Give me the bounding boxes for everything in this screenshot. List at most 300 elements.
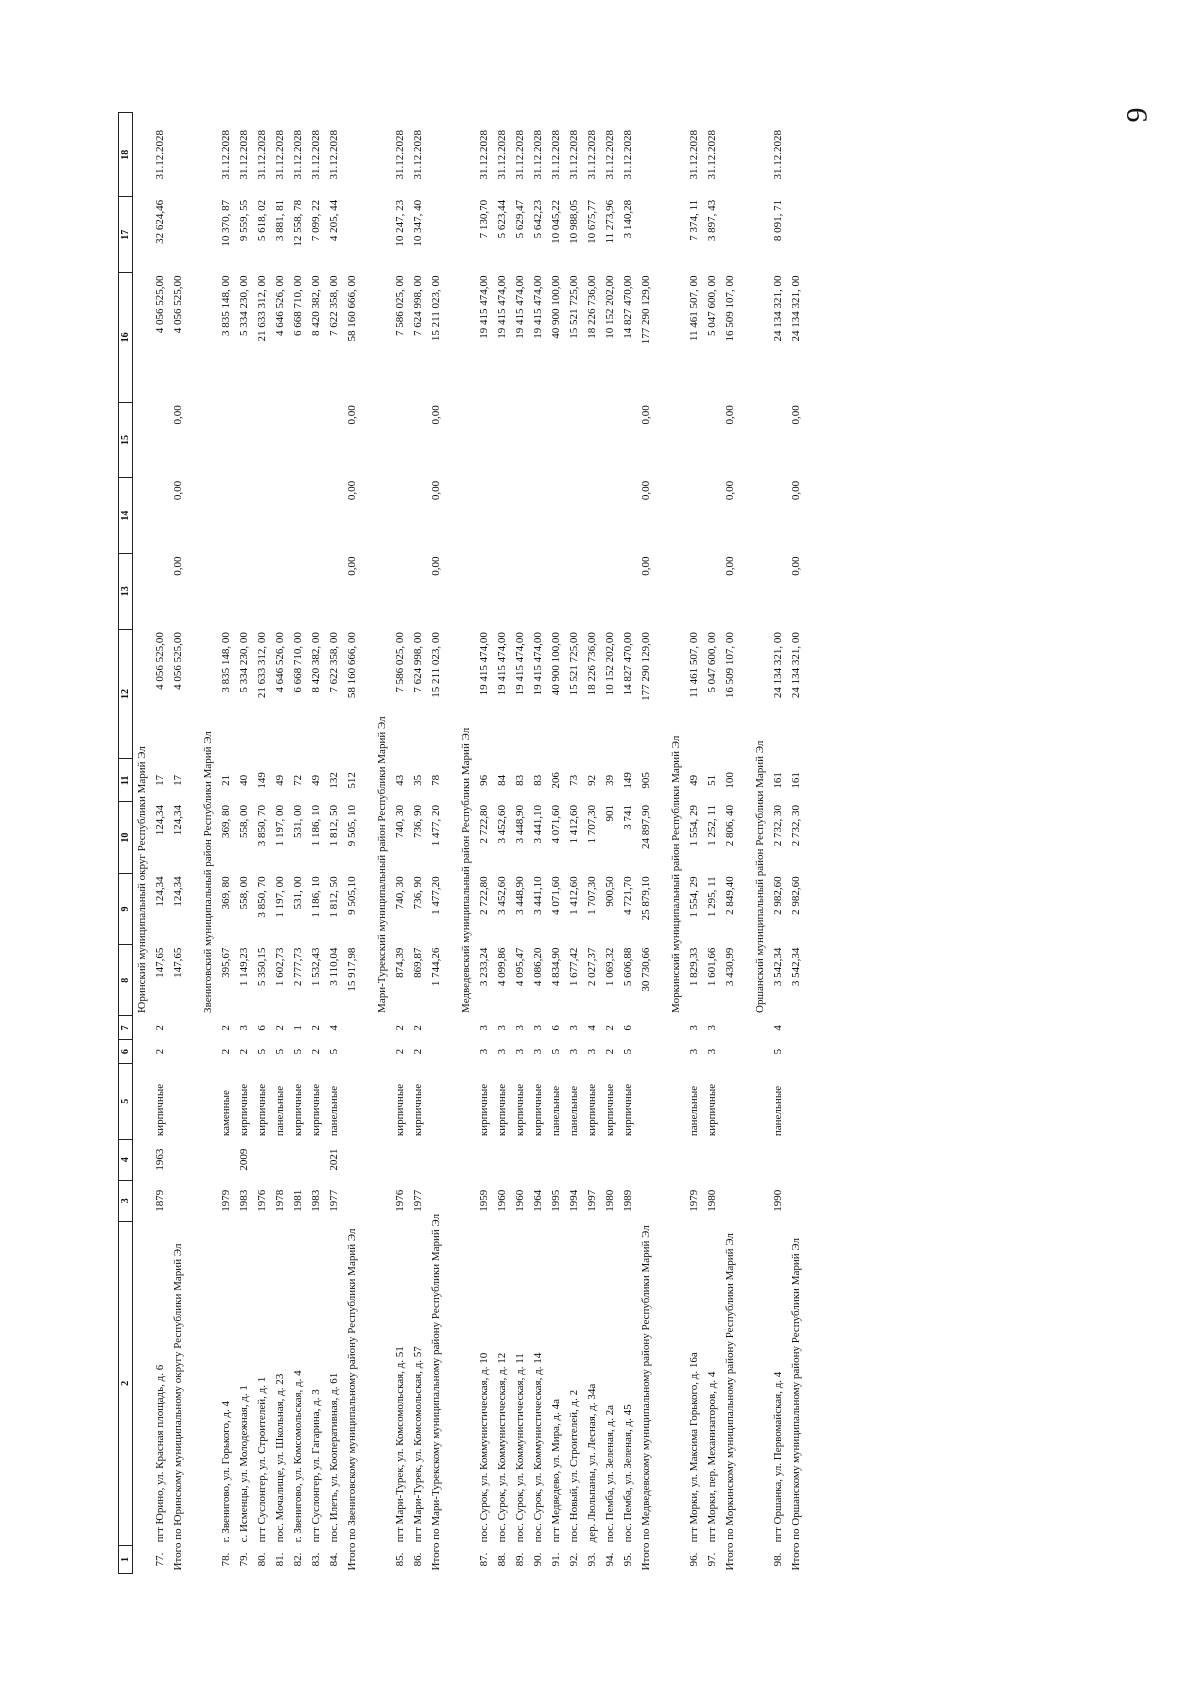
region-header-row — [751, 113, 769, 1574]
building-cell-col7: 3 — [532, 1025, 544, 1031]
subtotal-cell-col9: 1 477,20 — [430, 876, 442, 915]
building-cell-col14 — [547, 478, 565, 554]
building-cell-col16: 14 827 470,00 — [622, 275, 634, 339]
building-cell-col16: 4 646 526, 00 — [274, 275, 286, 337]
building-cell-col16: 19 415 474,00 — [478, 275, 490, 339]
building-cell-col16: 8 420 382, 00 — [310, 275, 322, 337]
building-cell-col5: кирпичные — [532, 1083, 544, 1137]
region-title: Юринский муниципальный округ Республики Марий Эл — [136, 746, 148, 1013]
building-row — [547, 113, 565, 1574]
subtotal-cell-col17 — [169, 197, 187, 273]
building-cell-col17: 8 091, 71 — [772, 199, 784, 242]
building-cell-col4: 1963 — [154, 1148, 166, 1171]
building-cell-col16: 15 521 725,00 — [568, 275, 580, 339]
subtotal-cell-col8: 147,65 — [172, 947, 184, 978]
building-cell-col11: 149 — [256, 772, 268, 789]
region-header-row — [373, 113, 391, 1574]
building-cell-col2: пос. Мочалище, ул. Школьная, д. 23 — [274, 1373, 286, 1543]
building-cell-col13 — [493, 553, 511, 629]
subtotal-cell-col16: 16 509 107, 00 — [724, 275, 736, 342]
building-cell-col9: 1 197, 00 — [274, 876, 286, 918]
building-row — [217, 113, 235, 1574]
building-cell-col7: 2 — [394, 1025, 406, 1031]
building-cell-col16: 21 633 312, 00 — [256, 275, 268, 342]
building-cell-col16: 40 900 100,00 — [550, 275, 562, 339]
subtotal-cell-col8: 3 430,99 — [724, 947, 736, 987]
building-cell-col7: 3 — [496, 1025, 508, 1031]
subtotal-cell-col12: 15 211 023, 00 — [430, 632, 442, 698]
building-cell-col11: 72 — [292, 774, 304, 786]
building-cell-col10: 558, 00 — [238, 805, 250, 838]
region-title: Мари-Турекский муниципальный район Республики Марий Эл — [376, 716, 388, 1013]
region-title: Оршанский муниципальный район Республики Марий Эл — [754, 740, 766, 1013]
building-cell-col17: 10 675,77 — [586, 199, 598, 244]
building-cell-col13 — [253, 553, 271, 629]
subtotal-row — [637, 113, 655, 1574]
building-cell-col5: кирпичные — [238, 1083, 250, 1137]
building-cell-col15 — [493, 402, 511, 478]
building-cell-col4 — [253, 1139, 271, 1180]
subtotal-cell-col18 — [721, 113, 739, 197]
subtotal-cell-col13: 0,00 — [724, 556, 736, 576]
building-cell-col18: 31.12.2028 — [532, 129, 544, 180]
building-cell-col8: 147,65 — [154, 947, 166, 978]
building-cell-col2: пгт Суслонгер, ул. Гагарина, д. 3 — [310, 1389, 322, 1543]
building-cell-col2: г. Звенигово, ул. Горького, д. 4 — [220, 1400, 232, 1543]
region-pad — [751, 1016, 769, 1574]
subtotal-cell-col14: 0,00 — [724, 480, 736, 501]
building-cell-col11: 92 — [586, 774, 598, 786]
building-cell-col6: 2 — [154, 1048, 166, 1055]
building-cell-col3: 1980 — [604, 1189, 616, 1212]
subtotal-cell-col11: 512 — [346, 772, 358, 789]
building-cell-col1: 81. — [274, 1552, 286, 1567]
building-cell-col10: 2 732, 30 — [772, 805, 784, 847]
building-cell-col8: 1 829,33 — [688, 947, 700, 987]
subtotal-row — [787, 113, 805, 1574]
column-header-11: 11 — [119, 759, 133, 802]
building-row — [601, 113, 619, 1574]
building-cell-col1: 82. — [292, 1552, 304, 1567]
building-cell-col3: 1989 — [622, 1189, 634, 1212]
building-cell-col1: 79. — [238, 1552, 250, 1567]
building-cell-col18: 31.12.2028 — [604, 129, 616, 180]
building-cell-col15 — [619, 402, 637, 478]
building-cell-col12: 6 668 710, 00 — [292, 632, 304, 693]
building-cell-col7: 2 — [154, 1025, 166, 1031]
building-cell-col5: кирпичные — [292, 1083, 304, 1137]
subtotal-cell-col17 — [427, 197, 445, 273]
building-cell-col7: 6 — [550, 1025, 562, 1031]
building-cell-col3: 1960 — [496, 1189, 508, 1212]
building-cell-col13 — [151, 553, 169, 629]
building-cell-col7: 3 — [238, 1025, 250, 1031]
building-cell-col9: 1 186, 10 — [310, 876, 322, 918]
building-cell-col12: 14 827 470,00 — [622, 632, 634, 696]
building-cell-col14 — [307, 478, 325, 554]
building-cell-col13 — [547, 553, 565, 629]
building-cell-col1: 87. — [478, 1552, 490, 1567]
building-cell-col3: 1979 — [220, 1189, 232, 1212]
building-cell-col10: 736, 90 — [412, 805, 424, 838]
building-row — [289, 113, 307, 1574]
building-cell-col2: дер. Люльпаны, ул. Лесная, д. 34а — [586, 1383, 598, 1543]
building-cell-col1: 96. — [688, 1552, 700, 1567]
column-header-4: 4 — [119, 1139, 133, 1180]
building-row — [493, 113, 511, 1574]
building-cell-col1: 93. — [586, 1552, 598, 1567]
building-cell-col4 — [547, 1139, 565, 1180]
building-cell-col11: 83 — [514, 774, 526, 786]
building-cell-col18: 31.12.2028 — [496, 129, 508, 180]
building-cell-col3: 1990 — [772, 1189, 784, 1212]
building-row — [529, 113, 547, 1574]
building-cell-col9: 3 441,10 — [532, 876, 544, 915]
building-cell-col2: пгт Мари-Турек, ул. Комсомольская, д. 57 — [412, 1346, 424, 1543]
subtotal-cell-col9: 2 849,40 — [724, 876, 736, 915]
building-cell-col12: 5 047 600, 00 — [706, 632, 718, 693]
building-row — [325, 113, 343, 1574]
building-cell-col15 — [253, 402, 271, 478]
building-cell-col9: 3 452,60 — [496, 876, 508, 915]
subtotal-label: Итого по Мари-Турекскому муниципальному району Республики Марий Эл — [430, 1213, 442, 1571]
building-row — [685, 113, 703, 1574]
building-cell-col3: 1960 — [514, 1189, 526, 1212]
building-cell-col17: 3 881, 81 — [274, 199, 286, 242]
building-cell-col1: 80. — [256, 1552, 268, 1567]
building-cell-col3: 1983 — [238, 1189, 250, 1212]
subtotal-cell-col9: 124,34 — [172, 876, 184, 907]
building-cell-col9: 558, 00 — [238, 876, 250, 910]
building-cell-col13 — [601, 553, 619, 629]
building-cell-col6: 2 — [238, 1048, 250, 1055]
building-cell-col2: пос. Новый, ул. Строителей, д. 2 — [568, 1389, 580, 1543]
spacer-cell — [739, 113, 751, 1574]
building-cell-col12: 19 415 474,00 — [496, 632, 508, 696]
subtotal-cell-col17 — [343, 197, 361, 273]
subtotal-cell-col13: 0,00 — [430, 556, 442, 576]
building-cell-col8: 3 110,04 — [328, 947, 340, 986]
building-cell-col18: 31.12.2028 — [328, 129, 340, 180]
building-cell-col8: 2 777,73 — [292, 947, 304, 987]
building-cell-col1: 77. — [154, 1552, 166, 1567]
building-cell-col2: пгт Оршанка, ул. Первомайская, д. 4 — [772, 1371, 784, 1543]
subtotal-cell-col13: 0,00 — [346, 556, 358, 576]
building-cell-col6: 2 — [412, 1048, 424, 1055]
building-cell-col3: 1980 — [706, 1189, 718, 1212]
building-cell-col13 — [325, 553, 343, 629]
building-cell-col2: пгт Мари-Турек, ул. Комсомольская, д. 51 — [394, 1346, 406, 1543]
subtotal-cell-col8: 3 542,34 — [790, 947, 802, 987]
column-number-header — [119, 113, 133, 1574]
building-cell-col1: 78. — [220, 1552, 232, 1567]
building-cell-col14 — [565, 478, 583, 554]
building-row — [151, 113, 169, 1574]
building-cell-col5: каменные — [220, 1090, 232, 1137]
building-cell-col15 — [529, 402, 547, 478]
building-cell-col12: 19 415 474,00 — [514, 632, 526, 696]
building-cell-col2: пос. Сурок, ул. Коммунистическая, д. 11 — [514, 1353, 526, 1543]
building-cell-col12: 3 835 148, 00 — [220, 632, 232, 693]
column-header-2: 2 — [119, 1221, 133, 1545]
building-cell-col18: 31.12.2028 — [772, 129, 784, 180]
building-cell-col5: панельные — [274, 1085, 286, 1137]
building-cell-col9: 1 412,60 — [568, 876, 580, 915]
building-cell-col18: 31.12.2028 — [310, 129, 322, 180]
subtotal-cell-col10: 9 505, 10 — [346, 805, 358, 847]
building-cell-col18: 31.12.2028 — [412, 129, 424, 180]
column-header-16: 16 — [119, 273, 133, 403]
region-pad — [667, 1016, 685, 1574]
building-cell-col12: 7 622 358, 00 — [328, 632, 340, 693]
building-cell-col13 — [475, 553, 493, 629]
building-cell-col8: 5 606,88 — [622, 947, 634, 987]
building-cell-col5: кирпичные — [256, 1083, 268, 1137]
building-cell-col6: 3 — [688, 1048, 700, 1055]
building-cell-col14 — [583, 478, 601, 554]
building-cell-col14 — [151, 478, 169, 554]
building-cell-col13 — [217, 553, 235, 629]
building-cell-col11: 39 — [604, 774, 616, 786]
subtotal-cell-col16: 4 056 525,00 — [172, 275, 184, 334]
building-cell-col2: пгт Юрино, ул. Красная площадь, д. 6 — [154, 1364, 166, 1543]
subtotal-cell-col14: 0,00 — [640, 480, 652, 501]
building-cell-col1: 95. — [622, 1552, 634, 1567]
building-cell-col12: 8 420 382, 00 — [310, 632, 322, 693]
building-cell-col13 — [409, 553, 427, 629]
building-cell-col5: панельные — [550, 1085, 562, 1137]
building-cell-col10: 1 412,60 — [568, 805, 580, 844]
subtotal-cell-col9: 9 505,10 — [346, 876, 358, 915]
building-cell-col16: 7 586 025, 00 — [394, 275, 406, 337]
building-cell-col4 — [307, 1139, 325, 1180]
building-cell-col15 — [583, 402, 601, 478]
building-cell-col9: 531, 00 — [292, 876, 304, 910]
building-cell-col16: 19 415 474,00 — [514, 275, 526, 339]
subtotal-cell-col18 — [787, 113, 805, 197]
building-cell-col12: 5 334 230, 00 — [238, 632, 250, 693]
building-cell-col10: 4 071,60 — [550, 805, 562, 844]
page-number: 9 — [1120, 107, 1154, 123]
region-header-row — [457, 113, 475, 1574]
building-cell-col11: 132 — [328, 772, 340, 789]
building-cell-col17: 7 374, 11 — [688, 199, 700, 241]
building-cell-col14 — [529, 478, 547, 554]
building-cell-col6: 5 — [622, 1048, 634, 1055]
building-cell-col11: 96 — [478, 774, 490, 786]
building-cell-col7: 6 — [256, 1025, 268, 1031]
building-cell-col13 — [391, 553, 409, 629]
building-cell-col5: кирпичные — [604, 1083, 616, 1137]
subtotal-cell-col16: 58 160 666, 00 — [346, 275, 358, 342]
building-cell-col18: 31.12.2028 — [220, 129, 232, 180]
subtotal-cell-col18 — [637, 113, 655, 197]
building-cell-col3: 1959 — [478, 1189, 490, 1212]
building-row — [307, 113, 325, 1574]
building-cell-col17: 4 205, 44 — [328, 199, 340, 242]
building-cell-col5: кирпичные — [586, 1083, 598, 1137]
building-cell-col8: 869,87 — [412, 947, 424, 978]
building-cell-col3: 1976 — [256, 1189, 268, 1212]
building-cell-col3: 1981 — [292, 1189, 304, 1212]
building-cell-col13 — [769, 553, 787, 629]
subtotal-cell-col18 — [343, 113, 361, 197]
building-cell-col17: 10 370, 87 — [220, 199, 232, 247]
building-cell-col14 — [493, 478, 511, 554]
subtotal-cell-col16: 177 290 129,00 — [640, 275, 652, 345]
building-cell-col4: 2021 — [328, 1148, 340, 1171]
building-row — [565, 113, 583, 1574]
building-cell-col18: 31.12.2028 — [274, 129, 286, 180]
building-cell-col4 — [409, 1139, 427, 1180]
subtotal-cell-col13: 0,00 — [172, 556, 184, 576]
building-cell-col14 — [325, 478, 343, 554]
building-cell-col13 — [619, 553, 637, 629]
column-header-17: 17 — [119, 197, 133, 273]
subtotal-cell-col11: 78 — [430, 774, 442, 786]
building-cell-col9: 369, 80 — [220, 876, 232, 910]
region-header-row — [667, 113, 685, 1574]
building-cell-col6: 2 — [220, 1048, 232, 1055]
building-cell-col14 — [391, 478, 409, 554]
building-row — [475, 113, 493, 1574]
subtotal-cell-col18 — [427, 113, 445, 197]
region-header-row — [199, 113, 217, 1574]
subtotal-cell-col13: 0,00 — [790, 556, 802, 576]
building-cell-col3: 1977 — [412, 1189, 424, 1212]
building-cell-col16: 4 056 525,00 — [154, 275, 166, 334]
column-header-18: 18 — [119, 113, 133, 197]
building-row — [769, 113, 787, 1574]
building-cell-col12: 19 415 474,00 — [532, 632, 544, 696]
building-cell-col9: 3 448,90 — [514, 876, 526, 915]
region-title: Звениговский муниципальный район Республики Марий Эл — [202, 731, 214, 1013]
building-cell-col9: 2 722,80 — [478, 876, 490, 915]
building-cell-col2: пгт Морки, пер. Механизаторов, д. 4 — [706, 1371, 718, 1543]
building-cell-col5: кирпичные — [514, 1083, 526, 1137]
building-cell-col6: 3 — [532, 1048, 544, 1055]
building-cell-col8: 1 069,32 — [604, 947, 616, 987]
building-cell-col17: 10 247, 23 — [394, 199, 406, 247]
building-cell-col10: 3 741 — [622, 805, 634, 830]
building-cell-col1: 83. — [310, 1552, 322, 1567]
building-cell-col12: 4 646 526, 00 — [274, 632, 286, 693]
building-cell-col10: 1 812, 50 — [328, 805, 340, 847]
building-cell-col18: 31.12.2028 — [706, 129, 718, 180]
building-cell-col9: 3 850, 70 — [256, 876, 268, 918]
building-cell-col1: 97. — [706, 1552, 718, 1567]
building-cell-col10: 3 441,10 — [532, 805, 544, 844]
building-cell-col7: 1 — [292, 1025, 304, 1031]
region-pad — [133, 1016, 152, 1574]
building-cell-col5: кирпичные — [706, 1083, 718, 1137]
building-cell-col11: 84 — [496, 774, 508, 786]
building-cell-col6: 2 — [310, 1048, 322, 1055]
building-row — [253, 113, 271, 1574]
building-cell-col17: 5 642,23 — [532, 199, 544, 239]
building-cell-col14 — [703, 478, 721, 554]
building-cell-col14 — [685, 478, 703, 554]
building-cell-col13 — [289, 553, 307, 629]
subtotal-row — [427, 113, 445, 1574]
building-cell-col15 — [307, 402, 325, 478]
building-cell-col18: 31.12.2028 — [292, 129, 304, 180]
building-cell-col14 — [253, 478, 271, 554]
building-cell-col15 — [151, 402, 169, 478]
building-cell-col16: 7 624 998, 00 — [412, 275, 424, 337]
building-cell-col4: 2009 — [238, 1148, 250, 1171]
building-cell-col9: 1 812, 50 — [328, 876, 340, 918]
building-cell-col6: 5 — [274, 1048, 286, 1055]
subtotal-cell-col10: 2 732, 30 — [790, 805, 802, 847]
building-row — [271, 113, 289, 1574]
region-pad — [373, 1016, 391, 1574]
building-cell-col6: 3 — [706, 1048, 718, 1055]
building-cell-col1: 85. — [394, 1552, 406, 1567]
building-cell-col5: панельные — [568, 1085, 580, 1137]
building-cell-col3: 1964 — [532, 1189, 544, 1212]
building-cell-col3: 1995 — [550, 1189, 562, 1212]
building-cell-col16: 7 622 358, 00 — [328, 275, 340, 337]
spacer-row — [655, 113, 667, 1574]
building-row — [511, 113, 529, 1574]
building-cell-col3: 1983 — [310, 1189, 322, 1212]
building-cell-col13 — [565, 553, 583, 629]
building-cell-col9: 1 707,30 — [586, 876, 598, 915]
building-cell-col10: 3 452,60 — [496, 805, 508, 844]
building-cell-col13 — [685, 553, 703, 629]
building-cell-col6: 3 — [514, 1048, 526, 1055]
building-cell-col12: 11 461 507, 00 — [688, 632, 700, 698]
building-cell-col1: 84. — [328, 1552, 340, 1567]
building-cell-col2: с. Исменцы, ул. Молодежная, д. 1 — [238, 1385, 250, 1543]
building-cell-col3: 1997 — [586, 1189, 598, 1212]
building-cell-col15 — [217, 402, 235, 478]
building-cell-col15 — [547, 402, 565, 478]
building-cell-col2: пос. Сурок, ул. Коммунистическая, д. 10 — [478, 1352, 490, 1543]
subtotal-cell-col9: 25 879,10 — [640, 876, 652, 921]
subtotal-cell-col15: 0,00 — [346, 405, 358, 425]
subtotal-cell-col11: 161 — [790, 772, 802, 789]
building-cell-col4 — [391, 1139, 409, 1180]
building-row — [619, 113, 637, 1574]
subtotal-cell-col14: 0,00 — [430, 480, 442, 501]
building-cell-col18: 31.12.2028 — [154, 129, 166, 180]
building-cell-col1: 98. — [772, 1552, 784, 1567]
building-cell-col17: 3 897, 43 — [706, 199, 718, 242]
building-cell-col10: 3 448,90 — [514, 805, 526, 844]
building-cell-col2: пос. Илеть, ул. Кооперативная, д. 61 — [328, 1372, 340, 1543]
building-cell-col5: кирпичные — [394, 1083, 406, 1137]
building-cell-col14 — [271, 478, 289, 554]
subtotal-row — [343, 113, 361, 1574]
building-cell-col13 — [235, 553, 253, 629]
building-cell-col7: 3 — [688, 1025, 700, 1031]
building-cell-col10: 1 252, 11 — [706, 805, 718, 846]
building-cell-col7: 3 — [706, 1025, 718, 1031]
building-cell-col4 — [289, 1139, 307, 1180]
building-cell-col6: 3 — [478, 1048, 490, 1055]
building-cell-col6: 3 — [496, 1048, 508, 1055]
building-cell-col8: 1 677,42 — [568, 947, 580, 987]
building-cell-col13 — [511, 553, 529, 629]
building-cell-col3: 1979 — [688, 1189, 700, 1212]
building-row — [235, 113, 253, 1574]
building-cell-col16: 19 415 474,00 — [496, 275, 508, 339]
building-cell-col16: 18 226 736,00 — [586, 275, 598, 339]
building-cell-col4 — [685, 1139, 703, 1180]
building-cell-col1: 90. — [532, 1552, 544, 1567]
